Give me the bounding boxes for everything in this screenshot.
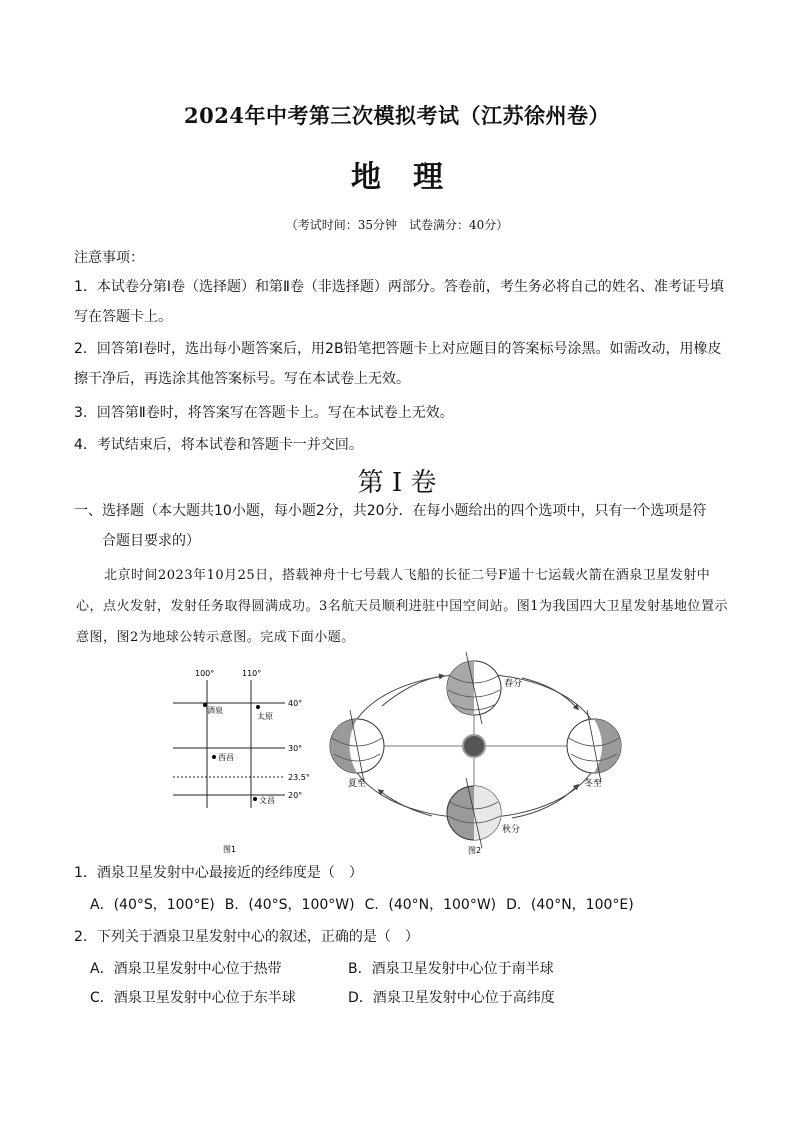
globe-autumn xyxy=(447,778,501,848)
note-item-2: 2．回答第Ⅰ卷时，选出每小题答案后，用2B铅笔把答题卡上对应题目的答案标号涂黑。如需改动，用橡皮擦干净后，再选涂其他答案标号。写在本试卷上无效。 xyxy=(74,341,722,387)
lat-label-30: 30° xyxy=(288,744,303,753)
exam-time-info: （考试时间：35分钟 试卷满分：40分） xyxy=(285,218,509,232)
subject-char-1: 地 xyxy=(351,160,381,195)
note-item-1: 1．本试卷分第Ⅰ卷（选择题）和第Ⅱ卷（非选择题）两部分。答卷前，考生务必将自己的姓名、准考证号填写在答题卡上。 xyxy=(74,279,724,325)
orbit-arrow-1 xyxy=(382,676,442,706)
site-taiyuan-dot xyxy=(256,705,260,709)
site-wenchang-label: 文昌 xyxy=(259,796,275,805)
globe-spring xyxy=(447,652,501,724)
q1-option-c: C．(40°N，100°W) xyxy=(364,897,497,913)
note-item-3: 3．回答第Ⅱ卷时，将答案写在答题卡上。写在本试卷上无效。 xyxy=(74,405,454,421)
sun-icon xyxy=(463,735,485,757)
label-spring: 春分 xyxy=(504,679,523,689)
question-2-stem: 2．下列关于酒泉卫星发射中心的叙述，正确的是（ ） xyxy=(74,929,419,945)
q2-option-a: A．酒泉卫星发射中心位于热带 xyxy=(90,961,282,977)
q1-option-a: A．(40°S，100°E) xyxy=(90,897,215,913)
lat-label-40: 40° xyxy=(288,699,303,708)
figure-2-orbit xyxy=(322,646,632,858)
question-1-options xyxy=(90,890,644,920)
section-line-2: 合题目要求的） xyxy=(102,533,200,549)
figure-2-caption: 图2 xyxy=(468,846,482,855)
notes-heading: 注意事项： xyxy=(74,250,144,266)
site-xichang-label: 西昌 xyxy=(218,753,234,762)
q1-option-d: D．(40°N，100°E) xyxy=(506,897,634,913)
volume-heading: 第 I 卷 xyxy=(357,468,437,498)
note-item-4: 4．考试结束后，将本试卷和答题卡一并交回。 xyxy=(74,437,363,453)
q2-option-c: C．酒泉卫星发射中心位于东半球 xyxy=(90,990,296,1006)
subject-char-2: 理 xyxy=(413,160,443,195)
globe-summer xyxy=(330,710,384,782)
lon-label-100: 100° xyxy=(195,669,215,678)
label-autumn: 秋分 xyxy=(502,825,521,835)
site-taiyuan-label: 太原 xyxy=(257,712,273,721)
q2-option-b: B．酒泉卫星发射中心位于南半球 xyxy=(348,961,554,977)
lat-label-20: 20° xyxy=(288,791,303,800)
orbit-arrow-4 xyxy=(522,678,577,708)
label-summer: 夏至 xyxy=(348,779,367,789)
figure-1-map xyxy=(165,660,320,860)
section-line-1: 一、选择题（本大题共10小题，每小题2分，共20分．在每小题给出的四个选项中，只有一个选项是符 xyxy=(74,503,707,519)
site-jiuquan-label: 酒泉 xyxy=(207,706,223,715)
reading-passage: 北京时间2023年10月25日，搭载神舟十七号载人飞船的长征二号F遥十七运载火箭在酒泉卫星发射中心，点火发射，发射任务取得圆满成功。3名航天员顺利进驻中国空间站。图1为我国四大卫星发射基地位置示意图，图2为地球公转示意图。完成下面小题。 xyxy=(76,568,729,645)
label-winter: 冬至 xyxy=(584,779,603,789)
section-instructions xyxy=(74,496,734,556)
lon-label-110: 110° xyxy=(242,669,262,678)
site-xichang-dot xyxy=(212,755,216,759)
globe-winter xyxy=(567,710,621,782)
q1-option-b: B．(40°S，100°W) xyxy=(224,897,355,913)
subject-title xyxy=(0,152,794,196)
figure-1-caption: 图1 xyxy=(223,845,237,854)
lat-label-23-5: 23.5° xyxy=(288,773,310,782)
page-title: 2024年中考第三次模拟考试（江苏徐州卷） xyxy=(184,103,610,128)
site-wenchang-dot xyxy=(253,797,257,801)
q2-option-d: D．酒泉卫星发射中心位于高纬度 xyxy=(348,990,555,1006)
question-1-stem: 1．酒泉卫星发射中心最接近的经纬度是（ ） xyxy=(74,865,363,881)
